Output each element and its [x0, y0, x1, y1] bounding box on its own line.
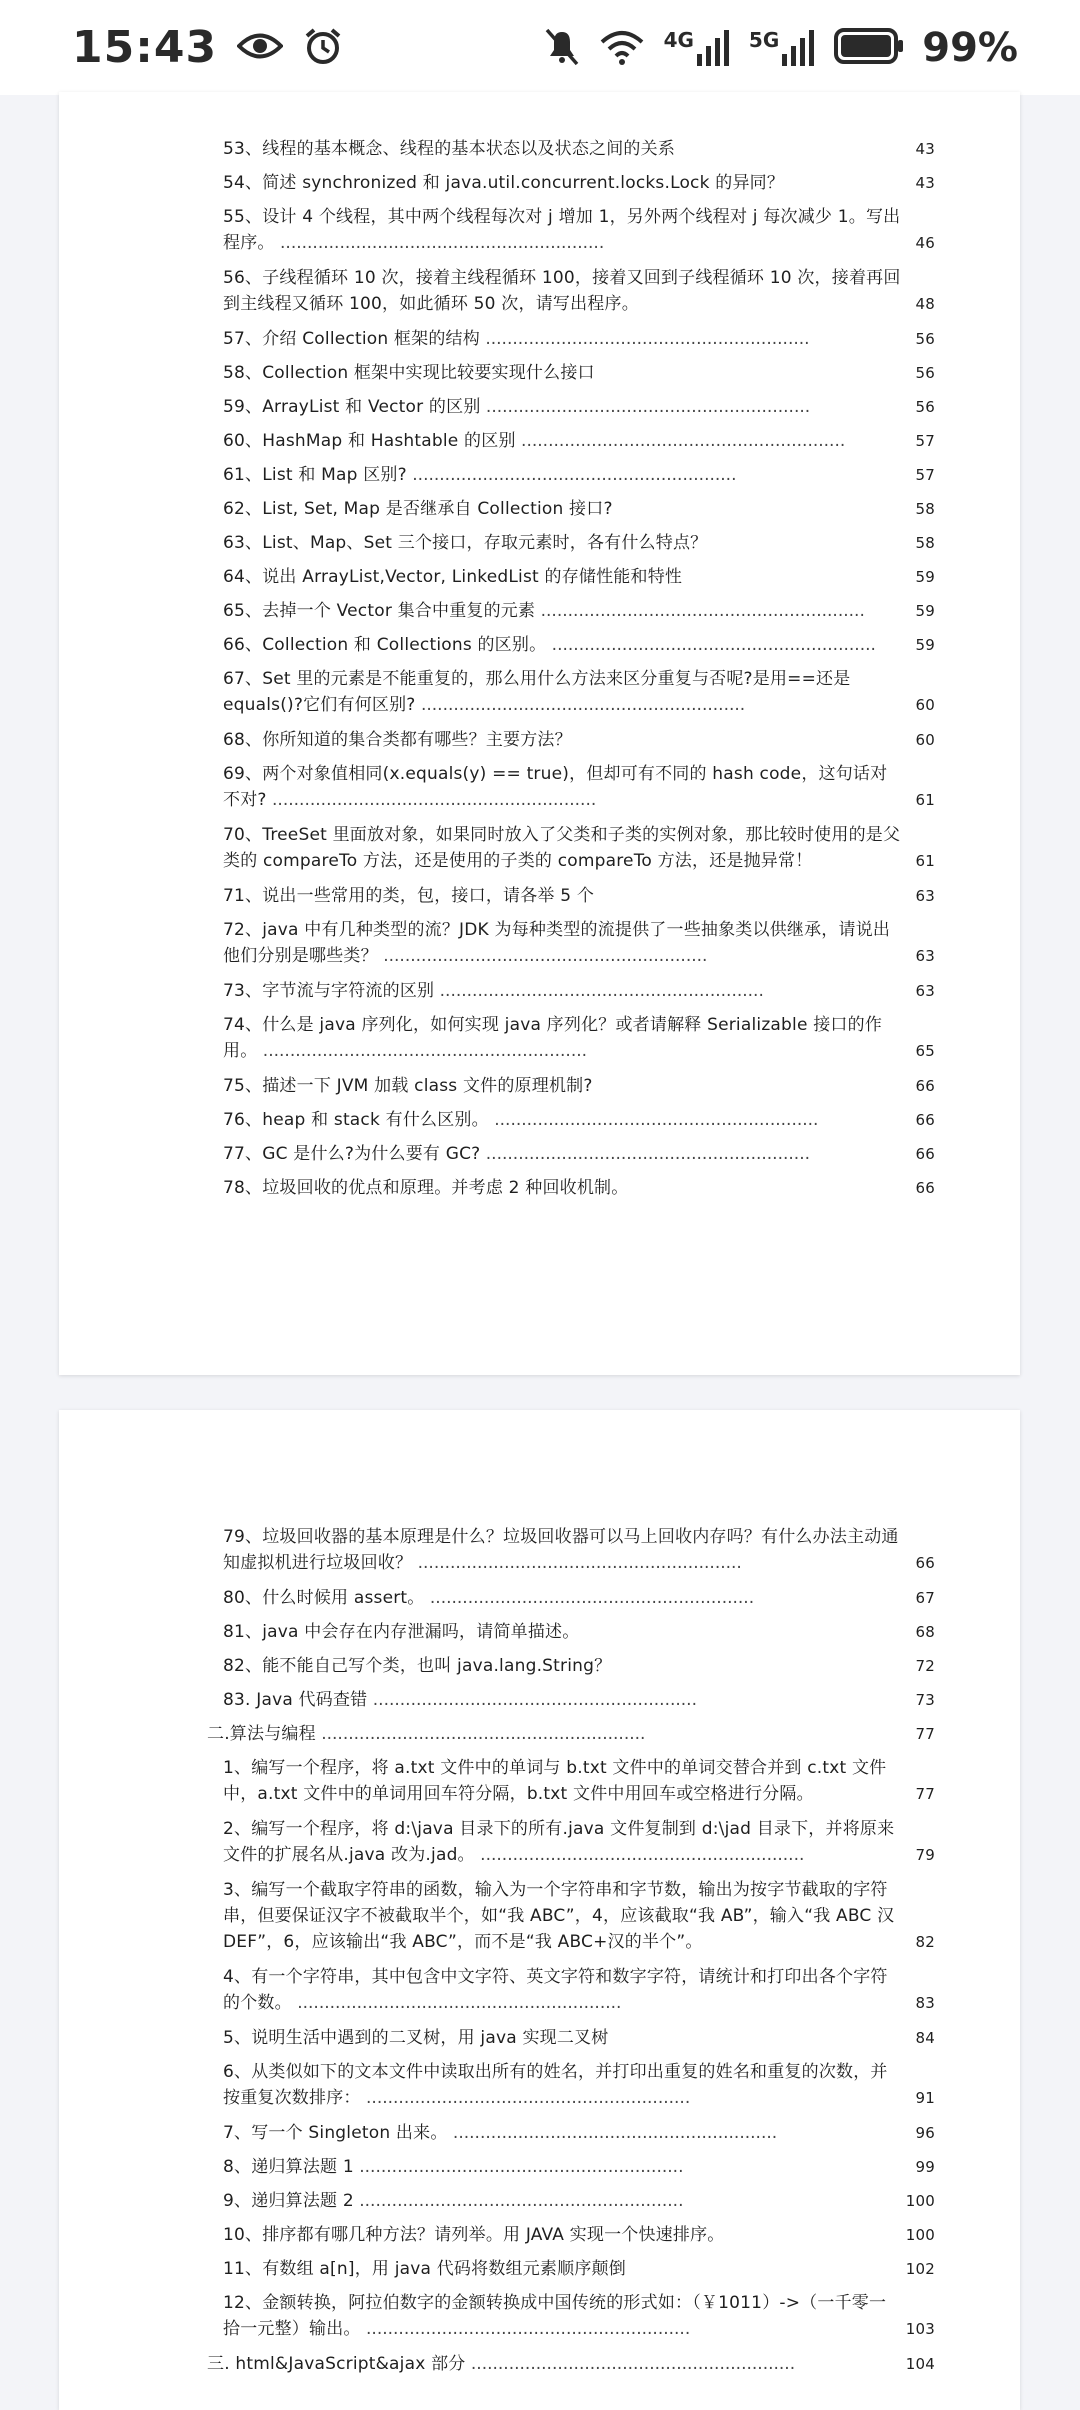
- toc-page-number: 77: [915, 1725, 935, 1743]
- toc-entry[interactable]: [223, 204, 935, 265]
- toc-entry-title: 70、TreeSet 里面放对象，如果同时放入了父类和子类的实例对象，那比较时使用的是父类的 compareTo 方法，还是使用的子类的 compareTo 方法，还是抛异常！: [223, 825, 901, 871]
- signal-5g: [748, 27, 816, 66]
- toc-page-number: 66: [915, 1554, 935, 1572]
- toc-page-number: 46: [915, 234, 935, 252]
- toc-entry[interactable]: [223, 1687, 935, 1721]
- toc-entry[interactable]: [223, 883, 935, 917]
- toc-entry-title: 81、java 中会存在内存泄漏吗，请简单描述。: [223, 1622, 580, 1642]
- eye-icon: [237, 31, 283, 65]
- toc-page-number: 61: [915, 852, 935, 870]
- toc-page-number: 99: [915, 2158, 935, 2176]
- toc-entry-title: 57、介绍 Collection 框架的结构 ............................................................: [223, 329, 810, 349]
- toc-entry[interactable]: [223, 2222, 935, 2256]
- toc-entry-title: 74、什么是 java 序列化，如何实现 java 序列化？或者请解释 Serializable 接口的作用。 ............................................................: [223, 1015, 883, 1061]
- toc-entry[interactable]: [223, 2154, 935, 2188]
- toc-entry[interactable]: [223, 1877, 935, 1964]
- toc-entry[interactable]: [223, 1107, 935, 1141]
- toc-entry[interactable]: [223, 136, 935, 170]
- toc-page-number: 68: [915, 1623, 935, 1641]
- toc-entry-title: 76、heap 和 stack 有什么区别。 ............................................................: [223, 1110, 819, 1130]
- toc-entry-title: 59、ArrayList 和 Vector 的区别 ............................................................: [223, 397, 811, 417]
- battery-icon: [834, 28, 904, 68]
- document-page-2: [59, 1410, 1020, 2410]
- toc-page-number: 58: [915, 534, 935, 552]
- toc-page-number: 100: [905, 2192, 935, 2210]
- dot-leader: ............................................................: [515, 431, 846, 451]
- toc-page-number: 91: [915, 2089, 935, 2107]
- toc-entry-title: 67、Set 里的元素是不能重复的，那么用什么方法来区分重复与否呢?是用==还是equals()?它们有何区别? ............................................................: [223, 669, 851, 715]
- toc-page-number: 57: [915, 432, 935, 450]
- toc-entry[interactable]: [223, 761, 935, 822]
- toc-entry[interactable]: [223, 978, 935, 1012]
- toc-entry-title: 10、排序都有哪几种方法？请列举。用 JAVA 实现一个快速排序。: [223, 2225, 725, 2245]
- toc-entry-title: 72、java 中有几种类型的流？JDK 为每种类型的流提供了一些抽象类以供继承，请说出他们分别是哪些类？ ............................................................: [223, 920, 891, 966]
- wifi-icon: [598, 26, 646, 70]
- toc-entry[interactable]: [223, 170, 935, 204]
- toc-page-number: 100: [905, 2226, 935, 2244]
- toc-entry[interactable]: [223, 326, 935, 360]
- toc-page-number: 56: [915, 364, 935, 382]
- toc-entry-title: 68、你所知道的集合类都有哪些？主要方法？: [223, 730, 572, 750]
- toc-page-number: 43: [915, 140, 935, 158]
- toc-page-number: 67: [915, 1589, 935, 1607]
- dot-leader: ............................................................: [465, 2354, 796, 2374]
- toc-entry-title: 78、垃圾回收的优点和原理。并考虑 2 种回收机制。: [223, 1178, 629, 1198]
- toc-entry-title: 73、字节流与字符流的区别 ............................................................: [223, 981, 764, 1001]
- toc-page-number: 63: [915, 982, 935, 1000]
- toc-entry[interactable]: [223, 1816, 935, 1877]
- toc-entry[interactable]: [223, 917, 935, 978]
- toc-entry[interactable]: [223, 1964, 935, 2025]
- toc-page-number: 66: [915, 1145, 935, 1163]
- toc-entry-title: 75、描述一下 JVM 加载 class 文件的原理机制?: [223, 1076, 593, 1096]
- toc-page-number: 72: [915, 1657, 935, 1675]
- toc-page-number: 82: [915, 1933, 935, 1951]
- toc-page-number: 63: [915, 947, 935, 965]
- toc-page-number: 66: [915, 1077, 935, 1095]
- toc-page-number: 103: [905, 2320, 935, 2338]
- toc-entry-title: 69、两个对象值相同(x.equals(y) == true)，但却可有不同的 hash code，这句话对不对? ............................................................: [223, 764, 888, 810]
- dot-leader: ............................................................: [257, 1041, 588, 1061]
- toc-entry[interactable]: [223, 1619, 935, 1653]
- dot-leader: ............................................................: [415, 695, 746, 715]
- toc-entry-title: 53、线程的基本概念、线程的基本状态以及状态之间的关系: [223, 139, 676, 159]
- dot-leader: ............................................................: [360, 2088, 691, 2108]
- toc-page-number: 96: [915, 2124, 935, 2142]
- toc-page-number: 56: [915, 398, 935, 416]
- alarm-icon: [303, 26, 343, 70]
- toc-page-number: 59: [915, 636, 935, 654]
- toc-entry[interactable]: [223, 2059, 935, 2120]
- toc-entry-title: 4、有一个字符串，其中包含中文字符、英文字符和数字字符，请统计和打印出各个字符的个数。 ............................................................: [223, 1967, 888, 2013]
- dot-leader: ............................................................: [266, 790, 597, 810]
- toc-page-number: 73: [915, 1691, 935, 1709]
- dot-leader: ............................................................: [546, 635, 876, 655]
- toc-entry[interactable]: [223, 394, 935, 428]
- toc-page-number: 60: [915, 696, 935, 714]
- dot-leader: ............................................................: [479, 329, 810, 349]
- toc-entry-title: 61、List 和 Map 区别? ............................................................: [223, 465, 737, 485]
- toc-entry[interactable]: [223, 265, 935, 326]
- dot-leader: ............................................................: [474, 1845, 805, 1865]
- toc-entry[interactable]: [223, 632, 935, 666]
- toc-entry-title: 64、说出 ArrayList,Vector, LinkedList 的存储性能和特性: [223, 567, 683, 587]
- toc-entry-title: 2、编写一个程序，将 d:\java 目录下的所有.java 文件复制到 d:\jad 目录下，并将原来文件的扩展名从.java 改为.jad。 ............................................................: [223, 1819, 895, 1865]
- toc-entry-title: 71、说出一些常用的类，包，接口，请各举 5 个: [223, 886, 595, 906]
- toc-entry-title: 58、Collection 框架中实现比较要实现什么接口: [223, 363, 595, 383]
- toc-entry[interactable]: [223, 2120, 935, 2154]
- toc-list: [207, 1524, 935, 2385]
- toc-page-number: 63: [915, 887, 935, 905]
- toc-page-number: 102: [905, 2260, 935, 2278]
- toc-entry-title: 1、编写一个程序，将 a.txt 文件中的单词与 b.txt 文件中的单词交替合并到 c.txt 文件中，a.txt 文件中的单词用回车符分隔，b.txt 文件中用回车或空格进行分隔。: [223, 1758, 887, 1804]
- toc-entry[interactable]: [223, 1755, 935, 1816]
- toc-page-number: 60: [915, 731, 935, 749]
- toc-page-number: 77: [915, 1785, 935, 1803]
- toc-entry-title: 56、子线程循环 10 次，接着主线程循环 100，接着又回到子线程循环 10 次，接着再回到主线程又循环 100，如此循环 50 次，请写出程序。: [223, 268, 901, 314]
- network-5g-label: 5G: [748, 27, 780, 52]
- toc-entry-title: 二.算法与编程 ............................................................: [207, 1724, 646, 1744]
- toc-entry[interactable]: [223, 496, 935, 530]
- toc-entry[interactable]: [223, 1012, 935, 1073]
- toc-entry-title: 77、GC 是什么?为什么要有 GC? ............................................................: [223, 1144, 811, 1164]
- signal-bars-icon: [697, 30, 731, 66]
- mute-bell-icon: [544, 26, 580, 70]
- toc-page-number: 83: [915, 1994, 935, 2012]
- toc-entry[interactable]: [223, 598, 935, 632]
- dot-leader: ............................................................: [480, 397, 811, 417]
- toc-entry-title: 82、能不能自己写个类，也叫 java.lang.String？: [223, 1656, 612, 1676]
- toc-entry[interactable]: [223, 1524, 935, 1585]
- toc-entry[interactable]: [223, 360, 935, 394]
- toc-entry-title: 12、金额转换，阿拉伯数字的金额转换成中国传统的形式如：（￥1011）->（一千零一拾一元整）输出。 ............................................................: [223, 2293, 887, 2339]
- status-time: 15:43: [72, 22, 218, 73]
- toc-entry[interactable]: [223, 2290, 935, 2351]
- toc-page-number: 57: [915, 466, 935, 484]
- toc-entry-title: 9、递归算法题 2 ............................................................: [223, 2191, 684, 2211]
- dot-leader: ............................................................: [412, 1553, 742, 1573]
- toc-entry-title: 11、有数组 a[n]，用 java 代码将数组元素顺序颠倒: [223, 2259, 626, 2279]
- toc-entry-title: 54、简述 synchronized 和 java.util.concurrent.locks.Lock 的异同？: [223, 173, 785, 193]
- toc-entry-title: 5、说明生活中遇到的二叉树，用 java 实现二叉树: [223, 2028, 609, 2048]
- toc-section-heading[interactable]: [207, 1721, 935, 1755]
- dot-leader: ............................................................: [434, 981, 764, 1001]
- toc-page-number: 48: [915, 295, 935, 313]
- toc-entry-title: 3、编写一个截取字符串的函数，输入为一个字符串和字节数，输出为按字节截取的字符串，但要保证汉字不被截取半个，如“我 ABC”，4，应该截取“我 AB”，输入“我 ABC 汉 DEF”，6，应该输出“我 ABC”，而不是“我 ABC+汉的半个”。: [223, 1880, 895, 1952]
- toc-entry[interactable]: [223, 2256, 935, 2290]
- dot-leader: ............................................................: [274, 233, 605, 253]
- toc-entry[interactable]: [223, 666, 935, 727]
- toc-entry-title: 7、写一个 Singleton 出来。 ............................................................: [223, 2123, 778, 2143]
- dot-leader: ............................................................: [406, 465, 737, 485]
- dot-leader: ............................................................: [480, 1144, 811, 1164]
- toc-entry[interactable]: [223, 530, 935, 564]
- toc-entry[interactable]: [223, 2188, 935, 2222]
- toc-entry-title: 60、HashMap 和 Hashtable 的区别 ............................................................: [223, 431, 846, 451]
- toc-entry-title: 55、设计 4 个线程，其中两个线程每次对 j 增加 1，另外两个线程对 j 每次减少 1。写出程序。 ............................................................: [223, 207, 901, 253]
- dot-leader: ............................................................: [360, 2319, 691, 2339]
- status-bar: [0, 0, 1080, 95]
- signal-4g: [663, 27, 731, 66]
- dot-leader: ............................................................: [353, 2157, 684, 2177]
- toc-entry[interactable]: [223, 727, 935, 761]
- toc-entry[interactable]: [223, 1653, 935, 1687]
- toc-entry[interactable]: [223, 1073, 935, 1107]
- toc-page-number: 66: [915, 1179, 935, 1197]
- toc-entry[interactable]: [223, 822, 935, 883]
- network-4g-label: 4G: [663, 27, 694, 52]
- status-right: [544, 25, 1018, 71]
- dot-leader: ............................................................: [424, 1588, 755, 1608]
- dot-leader: ............................................................: [447, 2123, 778, 2143]
- toc-entry[interactable]: [223, 428, 935, 462]
- status-left: [72, 22, 343, 73]
- toc-entry-title: 79、垃圾回收器的基本原理是什么？垃圾回收器可以马上回收内存吗？有什么办法主动通知虚拟机进行垃圾回收？ ............................................................: [223, 1527, 899, 1573]
- battery-percent: 99%: [922, 24, 1018, 71]
- toc-entry-title: 62、List, Set, Map 是否继承自 Collection 接口?: [223, 499, 613, 519]
- toc-entry-title: 65、去掉一个 Vector 集合中重复的元素 ............................................................: [223, 601, 865, 621]
- toc-page-number: 84: [915, 2029, 935, 2047]
- toc-entry[interactable]: [223, 1175, 935, 1209]
- dot-leader: ............................................................: [353, 2191, 684, 2211]
- dot-leader: ............................................................: [535, 601, 865, 621]
- toc-page-number: 59: [915, 602, 935, 620]
- signal-bars-icon: [782, 30, 816, 66]
- dot-leader: ............................................................: [291, 1993, 622, 2013]
- toc-page-number: 79: [915, 1846, 935, 1864]
- toc-entry[interactable]: [223, 1141, 935, 1175]
- toc-entry[interactable]: [223, 2025, 935, 2059]
- toc-page-number: 65: [915, 1042, 935, 1060]
- dot-leader: ............................................................: [367, 1690, 697, 1710]
- toc-entry-title: 63、List、Map、Set 三个接口，存取元素时，各有什么特点？: [223, 533, 708, 553]
- toc-page-number: 61: [915, 791, 935, 809]
- toc-entry-title: 83. Java 代码查错 ............................................................: [223, 1690, 697, 1710]
- dot-leader: ............................................................: [377, 946, 708, 966]
- document-page-1: [59, 92, 1020, 1375]
- toc-list: [223, 136, 935, 1209]
- toc-entry-title: 8、递归算法题 1 ............................................................: [223, 2157, 684, 2177]
- toc-page-number: 59: [915, 568, 935, 586]
- toc-page-number: 43: [915, 174, 935, 192]
- toc-page-number: 104: [905, 2355, 935, 2373]
- toc-entry-title: 80、什么时候用 assert。 ............................................................: [223, 1588, 755, 1608]
- toc-page-number: 66: [915, 1111, 935, 1129]
- toc-entry-title: 6、从类似如下的文本文件中读取出所有的姓名，并打印出重复的姓名和重复的次数，并按重复次数排序： ............................................................: [223, 2062, 888, 2108]
- dot-leader: ............................................................: [488, 1110, 819, 1130]
- toc-page-number: 58: [915, 500, 935, 518]
- toc-entry[interactable]: [223, 564, 935, 598]
- toc-section-heading[interactable]: [207, 2351, 935, 2385]
- toc-entry-title: 三. html&JavaScript&ajax 部分 ............................................................: [207, 2354, 796, 2374]
- toc-entry[interactable]: [223, 1585, 935, 1619]
- dot-leader: ............................................................: [315, 1724, 646, 1744]
- toc-entry[interactable]: [223, 462, 935, 496]
- toc-entry-title: 66、Collection 和 Collections 的区别。 ............................................................: [223, 635, 876, 655]
- toc-page-number: 56: [915, 330, 935, 348]
